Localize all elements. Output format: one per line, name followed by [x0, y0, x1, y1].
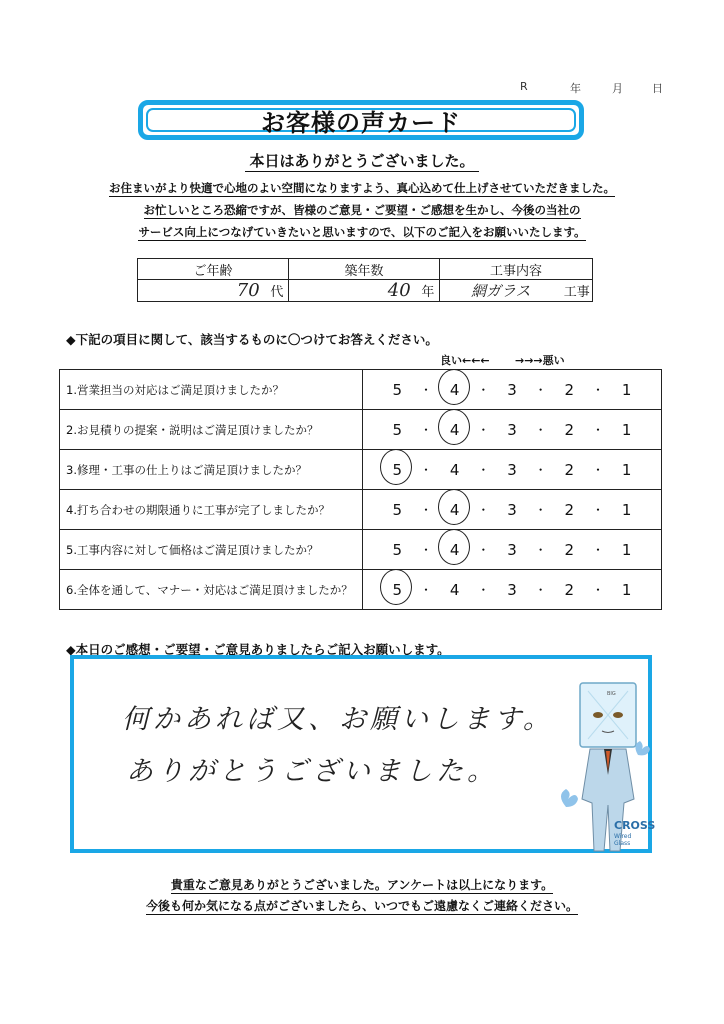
rating-cell: [363, 450, 662, 490]
rating-option-2[interactable]: 2: [564, 540, 575, 559]
rating-separator: ・: [419, 463, 432, 477]
rating-separator: ・: [477, 583, 490, 597]
intro-line-1: お住まいがより快適で心地のよい空間になりますよう、真心込めて仕上げさせていただきました。: [109, 181, 615, 195]
rating-option-4[interactable]: 4: [445, 421, 465, 439]
rating-separator: ・: [477, 543, 490, 557]
rating-option-2[interactable]: 2: [564, 420, 575, 439]
question-text: 2.お見積りの提案・説明はご満足頂けましたか？: [60, 410, 363, 450]
questions-table: [59, 369, 662, 610]
rating-option-4[interactable]: 4: [445, 501, 465, 519]
rating-separator: ・: [419, 503, 432, 517]
work-unit: 工事: [562, 280, 593, 302]
question-row: [60, 570, 662, 610]
rating-option-3[interactable]: 3: [507, 500, 517, 519]
rating-cell: [363, 370, 662, 410]
rating-separator: ・: [419, 423, 432, 437]
rating-cell: [363, 570, 662, 610]
question-row: [60, 450, 662, 490]
question-row: [60, 370, 662, 410]
rating-separator: ・: [591, 463, 604, 477]
age-header: ご年齢: [138, 259, 289, 280]
rating-option-2[interactable]: 2: [564, 500, 575, 519]
rating-cell: [363, 410, 662, 450]
intro-line-3: サービス向上につなげていきたいと思いますので、以下のご記入をお願いいたします。: [138, 225, 586, 239]
rating-separator: ・: [534, 503, 547, 517]
rating-option-1[interactable]: 1: [621, 540, 632, 559]
rating-cell: [363, 530, 662, 570]
rating-option-1[interactable]: 1: [621, 420, 632, 439]
rating-separator: ・: [419, 583, 432, 597]
rating-separator: ・: [534, 423, 547, 437]
rating-separator: ・: [477, 423, 490, 437]
building-age-unit: 年: [417, 280, 440, 302]
rating-separator: ・: [591, 583, 604, 597]
rating-option-5[interactable]: 5: [392, 500, 403, 519]
comment-box[interactable]: [70, 655, 656, 853]
rating-option-2[interactable]: 2: [564, 380, 575, 399]
rating-option-4[interactable]: 4: [445, 541, 465, 559]
scale-good-label: 良い←←←: [440, 354, 490, 367]
rating-separator: ・: [534, 543, 547, 557]
rating-option-1[interactable]: 1: [621, 500, 632, 519]
rating-separator: ・: [419, 543, 432, 557]
rating-option-5[interactable]: 5: [392, 420, 403, 439]
comment-line-1: 何かあれば又、お願いします。: [122, 704, 554, 735]
questions-heading: ◆下記の項目に関して、該当するものに〇つけてお答えください。: [66, 332, 438, 347]
rating-separator: ・: [534, 383, 547, 397]
rating-option-4[interactable]: 4: [445, 381, 465, 399]
date-year: 年: [570, 82, 581, 95]
rating-option-3[interactable]: 3: [507, 540, 517, 559]
subtitle: 本日はありがとうございました。: [0, 150, 724, 171]
footer-line-1: 貴重なご意見ありがとうございました。アンケートは以上になります。: [170, 878, 554, 892]
scale-bad-label: →→→悪い: [515, 354, 565, 367]
rating-separator: ・: [591, 383, 604, 397]
question-text: 6.全体を通して、マナー・対応はご満足頂けましたか？: [60, 570, 363, 610]
rating-option-3[interactable]: 3: [507, 460, 517, 479]
customer-info-table: [137, 258, 593, 302]
date-month: 月: [612, 82, 623, 95]
age-value[interactable]: 70: [138, 280, 266, 302]
rating-option-5[interactable]: 5: [392, 540, 403, 559]
rating-option-5[interactable]: 5: [392, 380, 403, 399]
rating-option-5[interactable]: 5: [387, 461, 407, 479]
rating-separator: ・: [591, 423, 604, 437]
rating-cell: [363, 490, 662, 530]
rating-option-3[interactable]: 3: [507, 580, 517, 599]
rating-separator: ・: [534, 583, 547, 597]
question-row: [60, 530, 662, 570]
title-frame: [138, 100, 584, 140]
mascot-name-tag: BIG: [607, 691, 616, 697]
page-title: お客様の声カード: [146, 108, 576, 132]
rating-separator: ・: [477, 503, 490, 517]
rating-separator: ・: [591, 503, 604, 517]
date-era: R: [520, 80, 528, 93]
rating-option-4[interactable]: 4: [449, 460, 460, 479]
age-unit: 代: [266, 280, 289, 302]
work-value[interactable]: 網ガラス: [439, 280, 561, 302]
rating-option-2[interactable]: 2: [564, 460, 575, 479]
building-age-header: 築年数: [288, 259, 439, 280]
rating-option-1[interactable]: 1: [621, 380, 632, 399]
rating-option-3[interactable]: 3: [507, 420, 517, 439]
cross-badge: CROSS: [614, 819, 656, 832]
rating-option-4[interactable]: 4: [449, 580, 460, 599]
rating-separator: ・: [534, 463, 547, 477]
rating-separator: ・: [591, 543, 604, 557]
question-text: 3.修理・工事の仕上りはご満足頂けましたか？: [60, 450, 363, 490]
rating-option-3[interactable]: 3: [507, 380, 517, 399]
cross-badge-sub: Wired Glass: [614, 833, 632, 847]
intro-line-2: お忙しいところ恐縮ですが、皆様のご意見・ご要望・ご感想を生かし、今後の当社の: [143, 203, 581, 217]
date-day: 日: [652, 82, 663, 95]
question-row: [60, 410, 662, 450]
comments-heading: ◆本日のご感想・ご要望・ご意見ありましたらご記入お願いします。: [66, 642, 450, 657]
question-row: [60, 490, 662, 530]
rating-option-1[interactable]: 1: [621, 580, 632, 599]
rating-separator: ・: [477, 383, 490, 397]
footer-line-2: 今後も何か気になる点がございましたら、いつでもご遠慮なくご連絡ください。: [145, 899, 578, 913]
comment-line-2: ありがとうございました。: [126, 756, 498, 787]
rating-separator: ・: [419, 383, 432, 397]
question-text: 5.工事内容に対して価格はご満足頂けましたか？: [60, 530, 363, 570]
rating-option-1[interactable]: 1: [621, 460, 632, 479]
question-text: 1.営業担当の対応はご満足頂けましたか？: [60, 370, 363, 410]
rating-option-5[interactable]: 5: [387, 581, 407, 599]
building-age-value[interactable]: 40: [288, 280, 416, 302]
rating-separator: ・: [477, 463, 490, 477]
question-text: 4.打ち合わせの期限通りに工事が完了しましたか？: [60, 490, 363, 530]
rating-option-2[interactable]: 2: [564, 580, 575, 599]
work-header: 工事内容: [439, 259, 592, 280]
